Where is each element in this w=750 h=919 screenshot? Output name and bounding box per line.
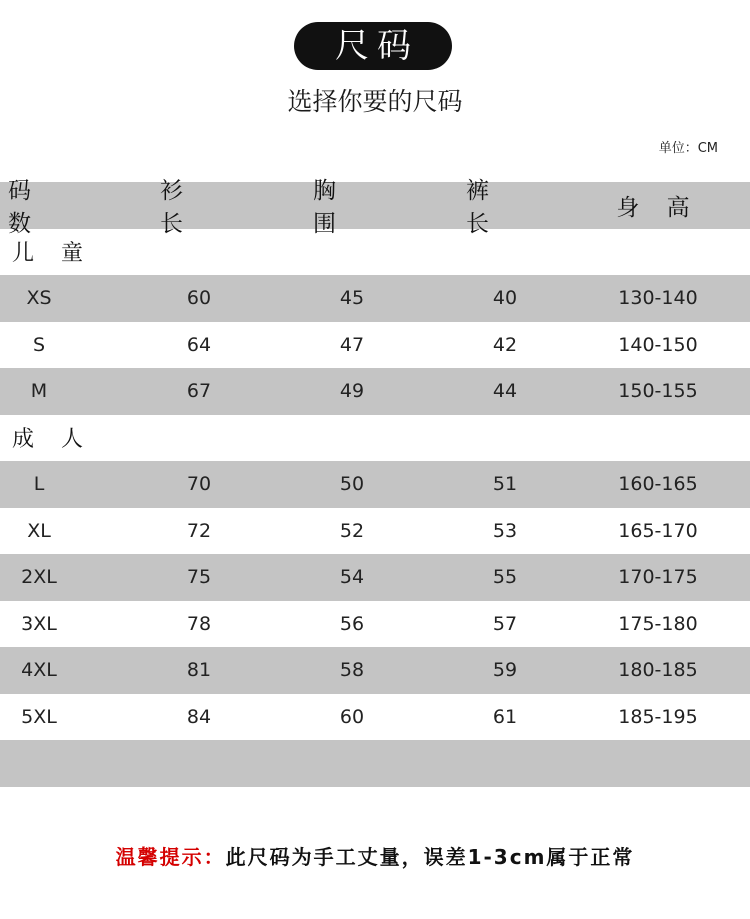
notice (0, 842, 750, 872)
pants-length-cell: 61 (492, 705, 518, 728)
pants-length-cell: 53 (492, 519, 518, 542)
chest-cell: 50 (339, 473, 365, 496)
section-label: 儿 童 (12, 241, 93, 267)
height-cell: 175-180 (618, 612, 698, 635)
section-label: 成 人 (12, 427, 93, 453)
length-cell: 81 (186, 659, 212, 682)
chest-cell: 47 (339, 333, 365, 356)
page-subtitle: 选择你要的尺码 (287, 87, 463, 116)
size-cell: M (30, 380, 48, 403)
length-cell: 70 (186, 473, 212, 496)
header-length: 衫 长 (160, 178, 193, 238)
height-cell: 160-165 (618, 473, 698, 496)
chest-cell: 52 (339, 519, 365, 542)
pants-length-cell: 42 (492, 333, 518, 356)
length-cell: 67 (186, 380, 212, 403)
size-cell: 4XL (21, 659, 57, 682)
size-cell: XL (27, 519, 51, 542)
table-row (0, 461, 750, 508)
table-row (0, 368, 750, 415)
notice-prefix: 温馨提示： (115, 845, 226, 869)
length-cell: 75 (186, 566, 212, 589)
header-size: 码 数 (8, 178, 41, 238)
table-header-row (0, 178, 750, 238)
table-row (0, 554, 750, 601)
pants-length-cell: 55 (492, 566, 518, 589)
section-adults (0, 415, 750, 462)
chest-cell: 60 (339, 705, 365, 728)
size-cell: XS (26, 287, 52, 310)
table-row (0, 275, 750, 322)
height-cell: 165-170 (618, 519, 698, 542)
height-cell: 180-185 (618, 659, 698, 682)
header-chest: 胸 围 (313, 178, 346, 238)
size-cell: S (32, 333, 46, 356)
size-cell: 5XL (21, 705, 57, 728)
pants-length-cell: 51 (492, 473, 518, 496)
height-cell: 150-155 (618, 380, 698, 403)
page-title: 尺码 (294, 22, 452, 70)
table-row (0, 322, 750, 369)
section-children (0, 229, 750, 276)
pants-length-cell: 44 (492, 380, 518, 403)
length-cell: 72 (186, 519, 212, 542)
pants-length-cell: 57 (492, 612, 518, 635)
table-row (0, 694, 750, 741)
chest-cell: 56 (339, 612, 365, 635)
size-cell: 3XL (21, 612, 57, 635)
length-cell: 78 (186, 612, 212, 635)
length-cell: 84 (186, 705, 212, 728)
table-row (0, 647, 750, 694)
size-cell: 2XL (21, 566, 57, 589)
chest-cell: 45 (339, 287, 365, 310)
size-cell: L (33, 473, 45, 496)
pants-length-cell: 59 (492, 659, 518, 682)
notice-text: 此尺码为手工丈量，误差1-3cm属于正常 (225, 845, 635, 869)
table-footer-row (0, 740, 750, 787)
table-row (0, 508, 750, 555)
unit-label: 单位：CM (658, 141, 718, 156)
pants-length-cell: 40 (492, 287, 518, 310)
chest-cell: 49 (339, 380, 365, 403)
header-pants-length: 裤 长 (466, 178, 499, 238)
length-cell: 60 (186, 287, 212, 310)
size-table (0, 178, 750, 787)
table-row (0, 601, 750, 648)
chest-cell: 58 (339, 659, 365, 682)
chest-cell: 54 (339, 566, 365, 589)
height-cell: 185-195 (618, 705, 698, 728)
height-cell: 140-150 (618, 333, 698, 356)
height-cell: 130-140 (618, 287, 698, 310)
height-cell: 170-175 (618, 566, 698, 589)
length-cell: 64 (186, 333, 212, 356)
header-height: 身 高 (616, 194, 700, 221)
